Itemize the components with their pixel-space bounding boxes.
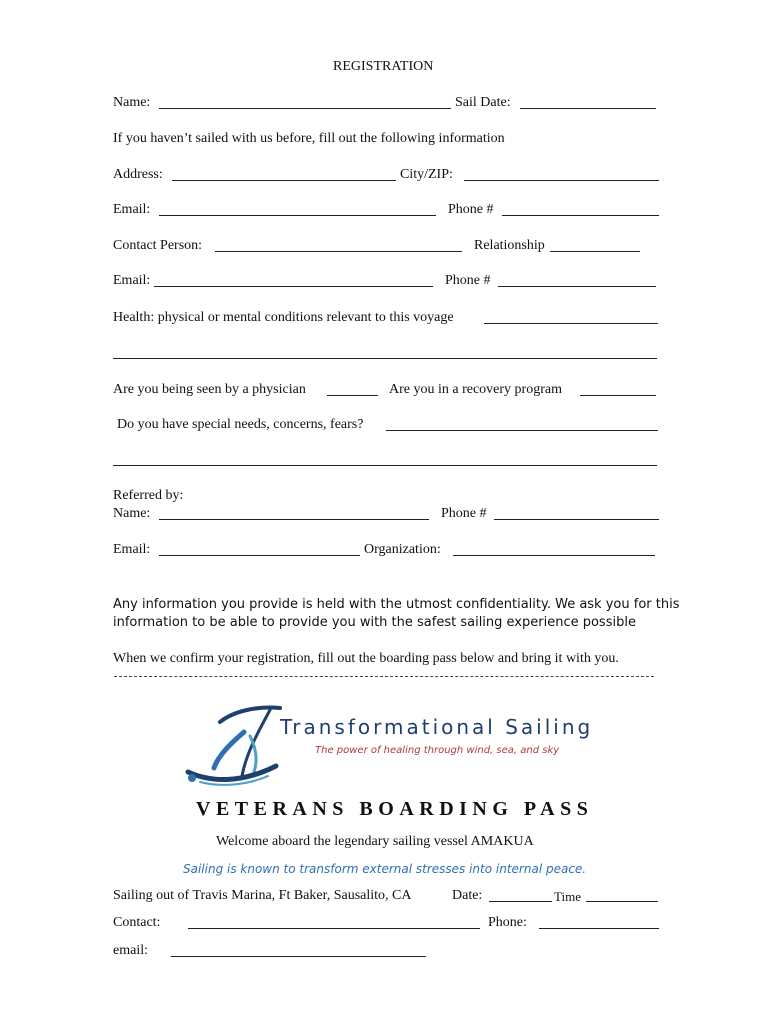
logo-wave-dot (188, 774, 196, 782)
cityzip-label: City/ZIP: (400, 167, 453, 182)
referred-by-label: Referred by: (113, 488, 184, 503)
special-needs-field-line2[interactable] (113, 465, 657, 466)
confidentiality-line1: Any information you provide is held with the utmost confidentiality. We ask you for this (113, 597, 680, 612)
bp-email-label: email: (113, 943, 148, 958)
health-field[interactable] (484, 323, 658, 324)
organization-field[interactable] (453, 555, 655, 556)
time-field[interactable] (586, 901, 658, 902)
phone2-label: Phone # (445, 273, 491, 288)
time-label: Time (554, 889, 581, 904)
contact-person-field[interactable] (215, 251, 462, 252)
confirm-note: When we confirm your registration, fill out the boarding pass below and bring it with you. (113, 651, 619, 666)
logo-tagline: The power of healing through wind, sea, and sky (315, 745, 560, 756)
recovery-label: Are you in a recovery program (389, 382, 562, 397)
organization-label: Organization: (364, 542, 441, 557)
bp-phone-label: Phone: (488, 915, 527, 930)
special-needs-field[interactable] (386, 430, 658, 431)
instructions-text: If you haven’t sailed with us before, fill out the following information (113, 131, 505, 146)
registration-title: REGISTRATION (333, 59, 434, 74)
ref-name-label: Name: (113, 506, 151, 521)
address-field[interactable] (172, 180, 396, 181)
cut-line-divider (114, 676, 654, 677)
bp-phone-field[interactable] (539, 928, 659, 929)
contact-person-label: Contact Person: (113, 238, 203, 253)
email-label: Email: (113, 202, 151, 217)
email2-label: Email: (113, 273, 151, 288)
special-needs-label: Do you have special needs, concerns, fears? (117, 417, 364, 432)
ref-name-field[interactable] (159, 519, 429, 520)
transformational-sailing-logo (180, 692, 610, 792)
phone-field[interactable] (502, 215, 659, 216)
bp-email-field[interactable] (171, 956, 426, 957)
physician-label: Are you being seen by a physician (113, 382, 306, 397)
contact-field[interactable] (188, 928, 480, 929)
health-label: Health: physical or mental conditions relevant to this voyage (113, 310, 454, 325)
ref-phone-label: Phone # (441, 506, 487, 521)
date-label: Date: (452, 888, 483, 903)
boarding-pass-welcome: Welcome aboard the legendary sailing vessel AMAKUA (216, 834, 534, 849)
email2-field[interactable] (154, 286, 433, 287)
confidentiality-line2: information to be able to provide you with the safest sailing experience possible (113, 615, 636, 630)
logo-sail-left-stroke (214, 732, 244, 768)
health-field-line2[interactable] (113, 358, 657, 359)
physician-field[interactable] (327, 395, 378, 396)
email-field[interactable] (159, 215, 436, 216)
sail-date-field[interactable] (520, 108, 656, 109)
ref-email-field[interactable] (159, 555, 360, 556)
relationship-label: Relationship (474, 238, 545, 253)
boarding-pass-title: VETERANS BOARDING PASS (196, 798, 594, 820)
logo-name: Transformational Sailing (280, 715, 594, 739)
relationship-field[interactable] (550, 251, 640, 252)
date-field[interactable] (489, 901, 552, 902)
ref-phone-field[interactable] (494, 519, 659, 520)
contact-label: Contact: (113, 915, 161, 930)
boarding-pass-quote: Sailing is known to transform external stresses into internal peace. (183, 862, 587, 876)
cityzip-field[interactable] (464, 180, 659, 181)
recovery-field[interactable] (580, 395, 656, 396)
name-field[interactable] (159, 108, 451, 109)
name-label: Name: (113, 95, 151, 110)
ref-email-label: Email: (113, 542, 151, 557)
sail-date-label: Sail Date: (455, 95, 511, 110)
phone2-field[interactable] (498, 286, 656, 287)
sailing-out-text: Sailing out of Travis Marina, Ft Baker, Sausalito, CA (113, 888, 412, 903)
address-label: Address: (113, 167, 163, 182)
phone-label: Phone # (448, 202, 494, 217)
